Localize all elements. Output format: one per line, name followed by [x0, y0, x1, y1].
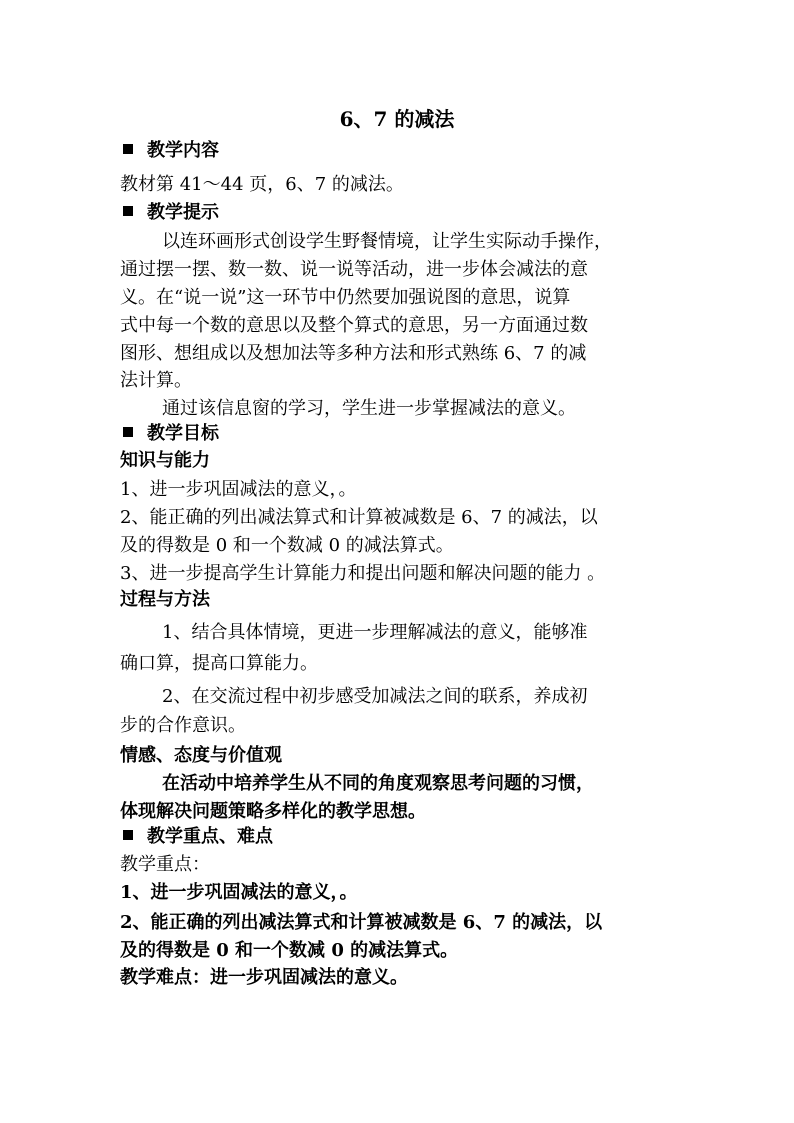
hints-paragraph-line: 法计算。	[120, 370, 192, 391]
section-heading-keypoints: 教学重点、难点	[120, 824, 690, 850]
hints-paragraph-2: 通过该信息窗的学习，学生进一步掌握减法的意义。	[162, 398, 576, 419]
keypoints-line: 及的得数是 0 和一个数减 0 的减法算式。	[120, 940, 459, 961]
subheading-process: 过程与方法	[120, 589, 210, 610]
hints-paragraph-line: 式中每一个数的意思以及整个算式的意思，另一方面通过数	[120, 315, 588, 336]
square-bullet-icon	[123, 144, 133, 154]
emotion-line: 在活动中培养学生从不同的角度观察思考问题的习惯，	[162, 773, 594, 794]
square-bullet-icon	[123, 206, 133, 216]
knowledge-line: 2、能正确的列出减法算式和计算被减数是 6、7 的减法，以	[120, 507, 598, 528]
content-text: 教材第 41～44 页，6、7 的减法。	[120, 174, 404, 195]
document-title: 6、7 的减法	[339, 107, 455, 131]
keypoints-line: 1、进一步巩固减法的意义，。	[120, 882, 358, 903]
knowledge-line: 1、进一步巩固减法的意义，。	[120, 479, 357, 500]
keypoints-line: 教学重点：	[120, 854, 210, 875]
section-heading-content: 教学内容	[120, 138, 690, 164]
hints-paragraph-line: 图形、想组成以及想加法等多种方法和形式熟练 6、7 的减	[120, 343, 587, 364]
hints-paragraph-line: 以连环画形式创设学生野餐情境，让学生实际动手操作，	[162, 231, 612, 252]
emotion-line: 体现解决问题策略多样化的教学思想。	[120, 801, 426, 822]
subheading-knowledge: 知识与能力	[120, 450, 210, 471]
section-heading-goals: 教学目标	[120, 421, 690, 447]
knowledge-line: 及的得数是 0 和一个数减 0 的减法算式。	[120, 535, 454, 556]
process-line: 步的合作意识。	[120, 715, 246, 736]
process-line: 1、结合具体情境，更进一步理解减法的意义，能够准	[162, 622, 588, 643]
section-heading-hints: 教学提示	[120, 200, 690, 226]
process-line: 2、在交流过程中初步感受加减法之间的联系，养成初	[162, 686, 588, 707]
keypoints-line: 2、能正确的列出减法算式和计算被减数是 6、7 的减法，以	[120, 912, 603, 933]
keypoints-line: 教学难点：进一步巩固减法的意义。	[120, 967, 408, 988]
hints-paragraph-line: 义。在“说一说”这一环节中仍然要加强说图的意思，说算	[120, 287, 571, 308]
subheading-emotion: 情感、态度与价值观	[120, 745, 282, 766]
knowledge-line: 3、进一步提高学生计算能力和提出问题和解决问题的能力 。	[120, 563, 606, 584]
square-bullet-icon	[123, 830, 133, 840]
hints-paragraph-line: 通过摆一摆、数一数、说一说等活动，进一步体会减法的意	[120, 259, 588, 280]
square-bullet-icon	[123, 427, 133, 437]
process-line: 确口算，提高口算能力。	[120, 653, 318, 674]
